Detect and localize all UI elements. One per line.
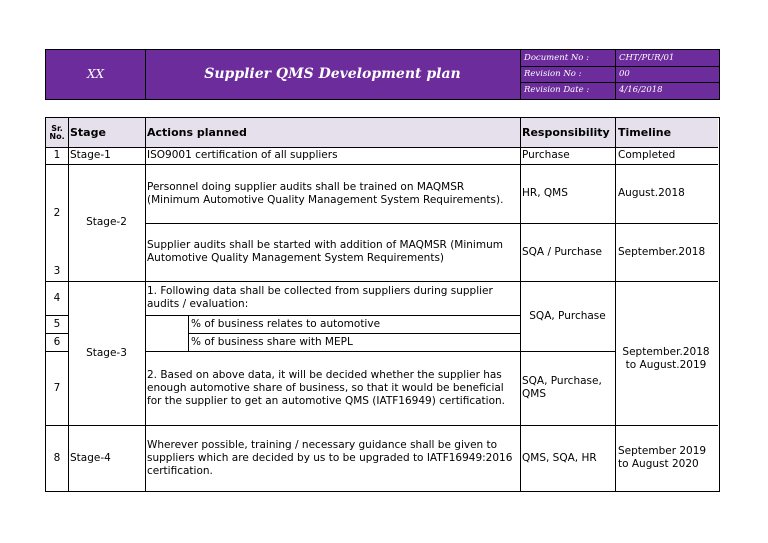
header-sr-no: Sr. No.	[49, 123, 65, 141]
responsibility-text: Purchase	[522, 149, 570, 161]
responsibility-text: SQA, Purchase, QMS	[522, 375, 602, 400]
responsibility-text: SQA, Purchase	[529, 309, 606, 322]
sr-number: 7	[53, 381, 61, 394]
sr-number: 8	[53, 451, 61, 464]
meta-value-revision-no: 00	[619, 69, 630, 79]
stage-label: Stage-4	[70, 451, 111, 464]
sr-number: 4	[53, 291, 61, 304]
document-header	[45, 49, 720, 100]
action-subitem: % of business share with MEPL	[191, 335, 353, 348]
column-divider	[615, 118, 616, 491]
meta-label-revision-no: Revision No :	[524, 69, 582, 79]
header-responsibility: Responsibility	[522, 126, 610, 139]
stage-label: Stage-2	[86, 216, 127, 228]
sr-number: 1	[53, 149, 61, 161]
stage-label: Stage-1	[70, 149, 111, 161]
action-text: Supplier audits shall be started with addition of MAQMSR (Minimum Automotive Quality Management System Requirements)	[147, 239, 503, 264]
plan-table	[45, 117, 720, 492]
responsibility-text: HR, QMS	[522, 187, 568, 199]
action-subitem: % of business relates to automotive	[191, 317, 381, 330]
action-text: 1. Following data shall be collected from suppliers during supplier audits / evaluation:	[147, 285, 493, 310]
timeline-text: September.2018 to August.2019	[622, 346, 710, 371]
timeline-text: September 2019 to August 2020	[618, 445, 707, 470]
sr-number: 3	[53, 265, 61, 277]
header-stage: Stage	[70, 126, 106, 139]
responsibility-text: SQA / Purchase	[522, 245, 603, 258]
header-code: XX	[86, 67, 105, 81]
meta-value-document-no: CHT/PUR/01	[619, 53, 675, 63]
timeline-text: Completed	[618, 149, 676, 161]
column-divider	[145, 118, 146, 491]
timeline-text: September.2018	[618, 245, 706, 258]
action-text: ISO9001 certification of all suppliers	[147, 149, 338, 161]
header-timeline: Timeline	[618, 126, 672, 139]
timeline-text: August.2018	[618, 187, 685, 199]
meta-value-revision-date: 4/16/2018	[619, 85, 663, 95]
action-text: Personnel doing supplier audits shall be trained on MAQMSR (Minimum Automotive Quality Management System Requirements).	[147, 180, 504, 206]
sr-number: 2	[53, 207, 61, 219]
header-actions: Actions planned	[147, 126, 247, 139]
meta-label-revision-date: Revision Date :	[524, 85, 590, 95]
action-text: 2. Based on above data, it will be decided whether the supplier has enough automotive share of business, so that it would be beneficial for the supplier to get an automotive QMS (IATF16949) certification.	[147, 368, 505, 407]
sr-number: 6	[53, 335, 61, 348]
action-text: Wherever possible, training / necessary guidance shall be given to suppliers which are decided by us to be upgraded to IATF16949:2016 certification.	[147, 438, 513, 477]
sr-number: 5	[53, 317, 61, 330]
responsibility-text: QMS, SQA, HR	[522, 451, 597, 464]
stage-label: Stage-3	[86, 346, 127, 359]
document-title: Supplier QMS Development plan	[204, 66, 461, 82]
meta-label-document-no: Document No :	[524, 53, 589, 63]
